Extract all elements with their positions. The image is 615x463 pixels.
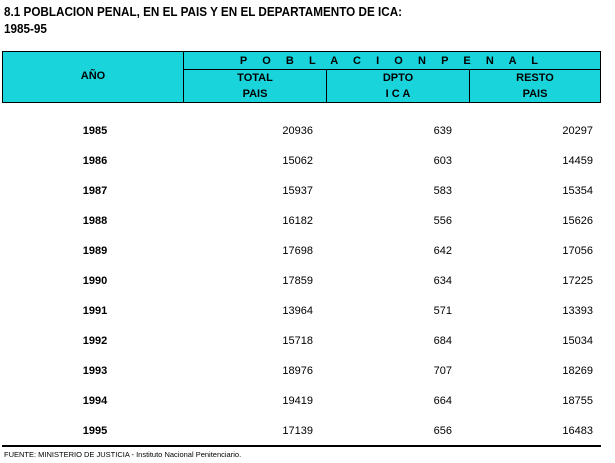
title-line-1: 8.1 POBLACION PENAL, EN EL PAIS Y EN EL DEPARTAMENTO DE ICA: bbox=[4, 4, 403, 19]
table-row bbox=[0, 358, 615, 388]
header-dpto-line2: I C A bbox=[385, 88, 411, 100]
cell-dpto-ica: 707 bbox=[433, 365, 452, 377]
cell-total-pais: 17859 bbox=[282, 275, 313, 287]
cell-year: 1987 bbox=[82, 185, 108, 197]
cell-resto-pais: 13393 bbox=[562, 305, 593, 317]
cell-year: 1994 bbox=[82, 395, 108, 407]
cell-resto-pais: 15034 bbox=[562, 335, 593, 347]
source-note: FUENTE: MINISTERIO DE JUSTICIA - Instituto Nacional Penitenciario. bbox=[4, 450, 242, 459]
cell-dpto-ica: 639 bbox=[433, 125, 452, 137]
table-row bbox=[0, 238, 615, 268]
header-total-pais bbox=[184, 72, 326, 101]
cell-resto-pais: 18269 bbox=[562, 365, 593, 377]
cell-resto-pais: 16483 bbox=[562, 425, 593, 437]
cell-resto-pais: 20297 bbox=[562, 125, 593, 137]
table-row bbox=[0, 388, 615, 418]
document-title bbox=[4, 3, 402, 37]
cell-year: 1990 bbox=[82, 275, 108, 287]
table-row bbox=[0, 148, 615, 178]
table-row bbox=[0, 418, 615, 448]
header-resto-pais bbox=[470, 72, 600, 101]
cell-total-pais: 20936 bbox=[282, 125, 313, 137]
cell-resto-pais: 15626 bbox=[562, 215, 593, 227]
table-row bbox=[0, 208, 615, 238]
cell-year: 1992 bbox=[82, 335, 108, 347]
table-row bbox=[0, 178, 615, 208]
cell-year: 1988 bbox=[82, 215, 108, 227]
table-row bbox=[0, 298, 615, 328]
table-row bbox=[0, 118, 615, 148]
cell-resto-pais: 17225 bbox=[562, 275, 593, 287]
header-year: AÑO bbox=[80, 70, 106, 82]
bottom-rule bbox=[2, 445, 601, 447]
header-resto-line2: PAIS bbox=[522, 88, 548, 100]
cell-resto-pais: 18755 bbox=[562, 395, 593, 407]
cell-dpto-ica: 656 bbox=[433, 425, 452, 437]
table-row bbox=[0, 328, 615, 358]
cell-total-pais: 13964 bbox=[282, 305, 313, 317]
table-body bbox=[0, 118, 615, 448]
header-divider-group bbox=[183, 69, 600, 70]
cell-dpto-ica: 556 bbox=[433, 215, 452, 227]
cell-total-pais: 15937 bbox=[282, 185, 313, 197]
table-row bbox=[0, 268, 615, 298]
cell-dpto-ica: 583 bbox=[433, 185, 452, 197]
table-header bbox=[2, 51, 601, 103]
cell-dpto-ica: 664 bbox=[433, 395, 452, 407]
title-line-2: 1985-95 bbox=[4, 21, 47, 36]
cell-year: 1986 bbox=[82, 155, 108, 167]
cell-year: 1991 bbox=[82, 305, 108, 317]
header-dpto-ica bbox=[327, 72, 469, 101]
cell-dpto-ica: 642 bbox=[433, 245, 452, 257]
cell-total-pais: 15718 bbox=[282, 335, 313, 347]
cell-resto-pais: 14459 bbox=[562, 155, 593, 167]
cell-total-pais: 17698 bbox=[282, 245, 313, 257]
cell-resto-pais: 15354 bbox=[562, 185, 593, 197]
header-resto-line1: RESTO bbox=[516, 72, 554, 84]
cell-dpto-ica: 603 bbox=[433, 155, 452, 167]
cell-year: 1995 bbox=[82, 425, 108, 437]
cell-year: 1993 bbox=[82, 365, 108, 377]
header-dpto-line1: DPTO bbox=[382, 72, 414, 84]
cell-year: 1989 bbox=[82, 245, 108, 257]
cell-dpto-ica: 684 bbox=[433, 335, 452, 347]
cell-year: 1985 bbox=[82, 125, 108, 137]
header-total-line2: PAIS bbox=[242, 88, 268, 100]
cell-total-pais: 16182 bbox=[282, 215, 313, 227]
cell-total-pais: 15062 bbox=[282, 155, 313, 167]
cell-resto-pais: 17056 bbox=[562, 245, 593, 257]
cell-dpto-ica: 634 bbox=[433, 275, 452, 287]
header-poblacion-penal: P O B L A C I O N P E N A L bbox=[239, 55, 545, 67]
cell-dpto-ica: 571 bbox=[433, 305, 452, 317]
header-total-line1: TOTAL bbox=[237, 72, 273, 84]
cell-total-pais: 17139 bbox=[282, 425, 313, 437]
cell-total-pais: 19419 bbox=[282, 395, 313, 407]
cell-total-pais: 18976 bbox=[282, 365, 313, 377]
